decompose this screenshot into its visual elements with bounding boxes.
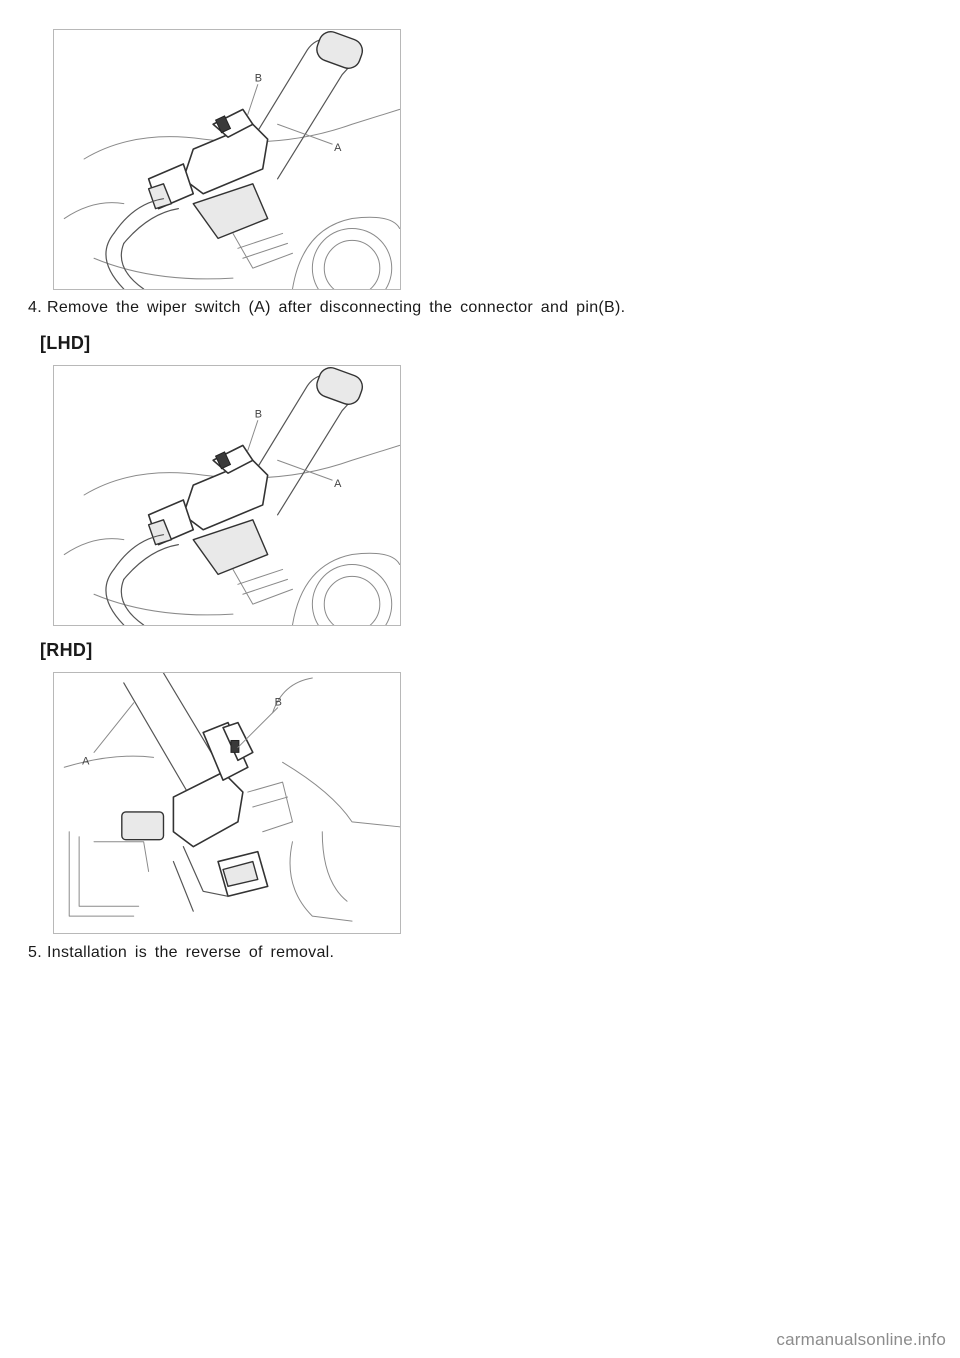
figure-wiper-switch-lhd <box>53 365 401 626</box>
step-text: Remove the wiper switch (A) after disconnecting the connector and pin(B). <box>47 299 626 316</box>
subheading-rhd: [RHD] <box>40 640 93 660</box>
watermark: carmanualsonline.info <box>776 1330 946 1349</box>
subheading-lhd: [LHD] <box>40 333 91 353</box>
callout-b: B <box>254 72 263 85</box>
callout-b: B <box>274 696 282 709</box>
figure-wiper-switch-rhd <box>53 672 401 934</box>
illustration-wiper-switch-lhd-1 <box>54 30 400 289</box>
step-number: 4. <box>28 299 42 316</box>
step-text: Installation is the reverse of removal. <box>47 944 335 961</box>
figure-wiper-switch-top <box>53 29 401 290</box>
step-number: 5. <box>28 944 42 961</box>
callout-a: A <box>82 755 90 768</box>
illustration-wiper-switch-rhd <box>54 673 400 933</box>
illustration-wiper-switch-lhd-2 <box>54 366 400 625</box>
step-5 <box>20 944 334 962</box>
callout-b: B <box>254 408 263 421</box>
callout-a: A <box>334 478 342 491</box>
step-4 <box>20 299 625 317</box>
callout-a: A <box>334 142 342 155</box>
